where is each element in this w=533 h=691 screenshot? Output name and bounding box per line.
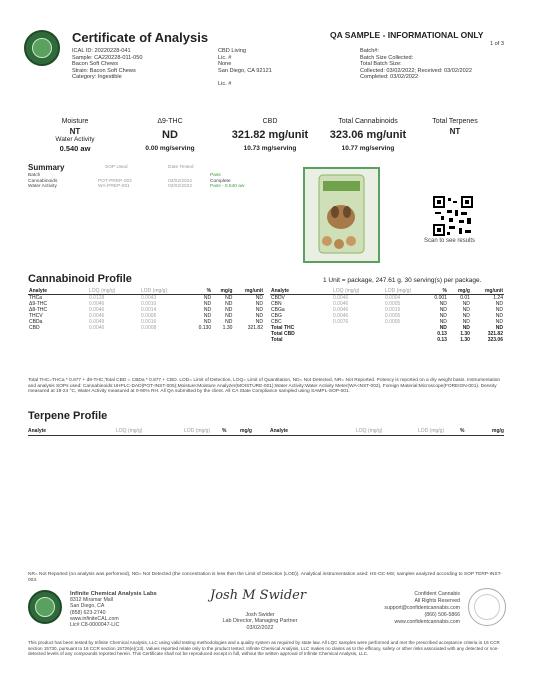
analyte-row: CBGa 0.0046 0.0015 ND ND ND — [271, 307, 503, 313]
footer-lab-seal — [28, 590, 62, 624]
page-number: 1 of 3 — [490, 41, 504, 47]
stat-cbd: CBD 321.82 mg/unit 10.73 mg/serving — [231, 118, 309, 152]
analyte-row: CBN 0.0046 0.0005 ND ND ND — [271, 301, 503, 307]
batch-info: Batch#: Batch Size Collected: Total Batch Size: Collected: 03/02/2022; Received: 03/02/2022 Completed: 03/02/2022 — [360, 48, 472, 81]
total-row: Total CBD 0.13 1.30 321.82 — [271, 331, 503, 337]
lab-contact: Infinite Chemical Analysis Labs 8312 Miramar Mall San Diego, CA (858) 623-2740 www.infiniteCAL.com Lic# C8-0000047-LIC — [70, 591, 170, 628]
stat-total-terpenes: Total Terpenes NT — [432, 118, 478, 136]
cc-website-link[interactable]: www.confidentcannabis.com — [394, 619, 460, 625]
analyte-row: CBD 0.0046 0.0008 0.130 1.30 321.82 — [29, 325, 263, 331]
lab-website-link[interactable]: www.infiniteCAL.com — [70, 615, 119, 622]
cc-email-link[interactable]: support@confidentcannabis.com — [384, 605, 460, 611]
analyte-row: CBC 0.0076 0.0005 ND ND ND — [271, 319, 503, 325]
lab-seal-logo — [24, 30, 60, 66]
disclaimer: This product has been tested by Infinite Chemical Analysis, LLC using valid testing methodologies and a quality system as required by state law. All LQC samples were performed and met the prescribed acceptance criteria in 16 CCR section 15730, pursuant to 16 CCR section 15726(e)(13). Values reported relate only to the product tested. Infinite Chemical Analysis, LLC makes no claims as to the efficacy, safety or other risks associated with any detected or non-detected levels of any compounds reported herein. This Certificate shall not be reproduced except in full, without the written approval of Infinite Chemical Analysis, LLC. — [28, 640, 500, 656]
cc-contact: Confident Cannabis All Rights Reserved support@confidentcannabis.com (866) 506-5866 www.confidentcannabis.com — [360, 591, 460, 626]
cannabinoid-title: Cannabinoid Profile — [28, 273, 132, 285]
unit-note: 1 Unit = package, 247.61 g. 30 serving(s) per package. — [323, 277, 482, 284]
qr-caption: Scan to see results — [424, 238, 476, 244]
stat-total-cannabinoids: Total Cannabinoids 323.06 mg/unit 10.77 mg/serving — [329, 118, 407, 152]
analyte-row: CBDa 0.0049 0.0016 ND ND ND — [29, 319, 263, 325]
client-info: CBD Living Lic. # None San Diego, CA 92121 Lic. # — [218, 48, 272, 87]
qa-banner: QA SAMPLE - INFORMATIONAL ONLY — [330, 30, 484, 40]
analyte-row: Δ9-THC 0.0046 0.0010 ND ND ND — [29, 301, 263, 307]
cannabinoid-footnote: Total THC=THCa * 0.877 + d9-THC;Total CBD = CBDa * 0.877 + CBD. LOD= Limit of Detection, LOQ= Limit of Quantitation, ND= Not Detected, NR= Not Reported. Potency is reported on a dry weight basis. Instrumentation and analysis SOPs used: Cannabinoids:UHPLC-DAD(POT-INST-005);Moisture:Moisture Analyzer(MOISTURE-001);Water Activity:Water Activity Meter(WA-INST-002), Foreign Material:Microscope(FOREIGN-001). Density measured at 19-24 °C, Water Activity measured at 0-90% RH. All QA submitted by the client. All CA State Compliance sampled using SAMPL-SOP-001. — [28, 378, 501, 395]
terpene-title: Terpene Profile — [28, 410, 108, 422]
stat-moisture: Moisture NT Water Activity 0.540 aw — [55, 118, 95, 153]
summary-row: Water Activity WA-PREP-001 03/02/2022 Pass - 0.540 aw — [28, 184, 245, 190]
page-title: Certificate of Analysis — [72, 30, 209, 45]
analyte-row: CBDV 0.0046 0.0004 0.001 0.01 1.24 — [271, 295, 503, 301]
summary-table — [28, 173, 268, 190]
total-row: Total THC ND ND ND — [271, 325, 503, 331]
cannabinoid-table-left: Analyte LOQ (mg/g) LOD (mg/g) % mg/g mg/unit THCa 0.0128 0.0043 ND ND ND Δ9-THC 0.0046 0.0010 ND ND ND Δ8-THC 0.0046 0.0014 ND ND ND THCV 0.0046 0.0006 ND ND ND CBDa 0.0049 0.0016 ND ND ND CBD 0.0046 0.0008 0.130 1.30 321.82 — [29, 288, 263, 331]
analyte-row: CBG 0.0046 0.0005 ND ND ND — [271, 313, 503, 319]
product-photo — [303, 167, 380, 263]
analyte-row: Δ8-THC 0.0046 0.0014 ND ND ND — [29, 307, 263, 313]
summary-col-date: Date Tested — [168, 165, 194, 170]
terpene-table-header: Analyte LOQ (mg/g) LOD (mg/g) % mg/g Analyte LOQ (mg/g) LOD (mg/g) % mg/g — [28, 428, 504, 434]
nr-note: NR= Not Reported (no analysis was performed), ND= Not Detected (the concentration is less then the Limit of Detection (LOD)). Analytical instrumentation used: HS-GC-MS; samples analyzed according to SOP TERP-INST-003. — [28, 572, 502, 583]
summary-row: Batch Pass — [28, 173, 221, 178]
summary-title: Summary — [28, 163, 65, 172]
sample-info: ICAL ID: 20220228-041 Sample: CA220228-011-050 Bacon Soft Chews Strain: Bacon Soft Chews Category: Ingestible — [72, 48, 143, 81]
summary-row: Cannabinoids POT-PREP-002 03/02/2022 Complete — [28, 178, 231, 184]
cannabinoid-table-right: Analyte LOQ (mg/g) LOD (mg/g) % mg/g mg/unit CBDV 0.0046 0.0004 0.001 0.01 1.24 CBN 0.0046 0.0005 ND ND ND CBGa 0.0046 0.0015 ND ND ND CBG 0.0046 0.0005 ND ND ND CBC 0.0076 0.0005 ND ND ND Total THC ND ND ND Total CBD 0.13 1.30 321.82 Total 0.13 1.30 323.06 — [271, 288, 503, 343]
stat-d9thc: Δ9-THC ND 0.00 mg/serving — [145, 118, 195, 152]
cc-seal-logo — [468, 588, 506, 626]
signer-block: Josh Swider Lab Director, Managing Partner 03/02/2022 — [222, 612, 298, 631]
qr-code[interactable] — [433, 196, 473, 236]
analyte-row: THCV 0.0046 0.0006 ND ND ND — [29, 313, 263, 319]
total-row: Total 0.13 1.30 323.06 — [271, 337, 503, 343]
signature: Josh M Swider — [210, 588, 307, 603]
summary-col-sop: SOP Used — [105, 165, 128, 170]
analyte-row: THCa 0.0128 0.0043 ND ND ND — [29, 295, 263, 301]
